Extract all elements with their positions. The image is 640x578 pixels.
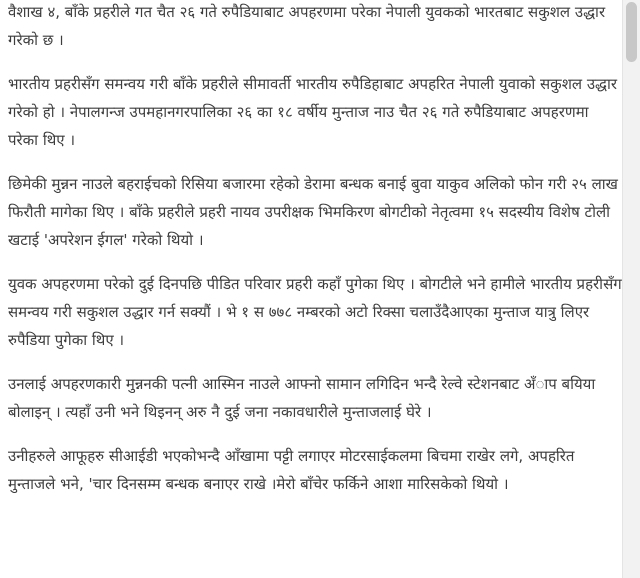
article-paragraph-6: उनीहरुले आफूहरु सीआईडी भएकोभन्दै आँखामा पट्टी लगाएर मोटरसाईकलमा बिचमा राखेर लगे, अपहरित मुन्ताजले भने, 'चार दिनसम्म बन्धक बनाएर राखे ।मेरो बाँचेर फर्किने आशा मारिसकेको थियो । — [8, 447, 575, 493]
article-paragraph-3: छिमेकी मुन्नन नाउले बहराईचको रिसिया बजारमा रहेको डेरामा बन्धक बनाई बुवा याकुव अलिको फोन गरी २५ लाख फिरौती मागेका थिए । बाँके प्रहरीले प्रहरी नायव उपरीक्षक भिमकिरण बोगटीको नेतृत्वमा १५ सदस्यीय विशेष टोली खटाई 'अपरेशन ईगल' गरेको थियो । — [8, 175, 618, 249]
scrollbar-thumb[interactable] — [626, 2, 637, 62]
article-paragraph-2: भारतीय प्रहरीसँग समन्वय गरी बाँके प्रहरीले सीमावर्ती भारतीय रुपैडिहाबाट अपहरित नेपाली युवाको सकुशल उद्धार गरेको हो । नेपालगन्ज उपमहानगरपालिका २६ का १८ वर्षीय मुन्ताज नाउ चैत २६ गते रुपैडियाबाट अपहरणमा परेका थिए । — [8, 75, 618, 149]
article-paragraph-4: युवक अपहरणमा परेको दुई दिनपछि पीडित परिवार प्रहरी कहाँ पुगेका थिए । बोगटीले भने हामीले भारतीय प्रहरीसँग समन्वय गरी सकुशल उद्धार गर्न सक्यौं । भे १ स ७७८ नम्बरको अटो रिक्सा चलाउँदैआएका मुन्ताज यात्रु लिएर रुपैडिया पुगेका थिए । — [8, 275, 622, 349]
vertical-scrollbar[interactable] — [622, 0, 640, 578]
article-paragraph-5: उनलाई अपहरणकारी मुन्ननकी पत्नी आस्मिन नाउले आफ्नो सामान लगिदिन भन्दै रेल्वे स्टेशनबाट अँाप बयिया बोलाइन् । त्यहाँ उनी भने थिइनन् अरु नै दुई जना नकावधारीले मुन्ताजलाई घेरे । — [8, 375, 596, 421]
article-paragraph-1: वैशाख ४, बाँके प्रहरीले गत चैत २६ गते रुपैडियाबाट अपहरणमा परेका नेपाली युवकको भारतबाट सकुशल उद्धार गरेको छ । — [8, 3, 606, 49]
